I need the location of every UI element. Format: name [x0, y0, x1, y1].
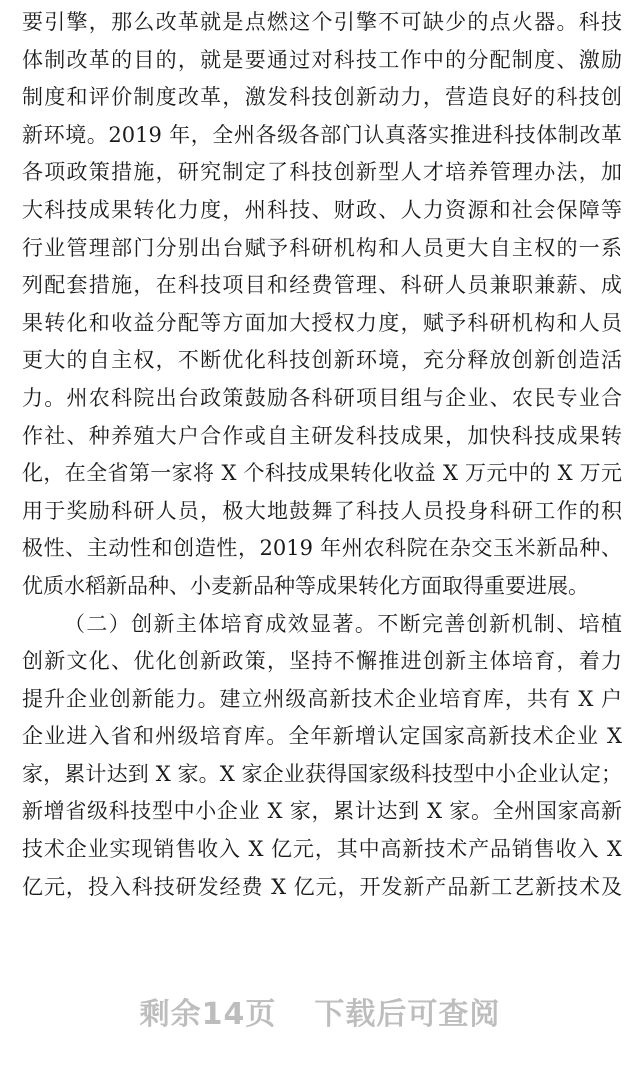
text-line: 作社、种养殖大户合作或自主研发科技成果，加快科技成果转 [22, 423, 622, 448]
text-line: 家，累计达到 X 家。X 家企业获得国家级科技型中小企业认定； [22, 761, 622, 786]
download-prompt-banner[interactable] [0, 990, 640, 1040]
text-line: 力。州农科院出台政策鼓励各科研项目组与企业、农民专业合 [22, 385, 622, 410]
download-to-view-label: 下载后可查阅 [314, 997, 501, 1032]
text-line: 行业管理部门分别出台赋予科研机构和人员更大自主权的一系 [22, 235, 622, 260]
text-line: 列配套措施，在科技项目和经费管理、科研人员兼职兼薪、成 [22, 273, 622, 298]
text-line: 要引擎，那么改革就是点燃这个引擎不可缺少的点火器。科技 [22, 10, 622, 34]
text-line: 新增省级科技型中小企业 X 家，累计达到 X 家。全州国家高新 [22, 799, 622, 824]
text-line: 大科技成果转化力度，州科技、财政、人力资源和社会保障等 [22, 197, 622, 222]
document-body [22, 4, 622, 906]
text-line: 极性、主动性和创造性，2019 年州农科院在杂交玉米新品种、 [22, 536, 622, 561]
text-line: 各项政策措施，研究制定了科技创新型人才培养管理办法，加 [22, 160, 622, 185]
text-line: 技术企业实现销售收入 X 亿元，其中高新技术产品销售收入 X [22, 837, 622, 862]
text-line: 优质水稻新品种、小麦新品种等成果转化方面取得重要进展。 [22, 573, 589, 598]
text-line: 化，在全省第一家将 X 个科技成果转化收益 X 万元中的 X 万元 [22, 461, 622, 486]
text-line: 用于奖励科研人员，极大地鼓舞了科技人员投身科研工作的积 [22, 498, 622, 523]
remaining-pages-label: 剩余14页 [139, 997, 277, 1032]
text-line: 果转化和收益分配等方面加大授权力度，赋予科研机构和人员 [22, 310, 622, 335]
section-heading-line: （二）创新主体培育成效显著。不断完善创新机制、培植 [64, 611, 622, 636]
text-line: 创新文化、优化创新政策，坚持不懈推进创新主体培育，着力 [22, 649, 622, 674]
text-line: 制度和评价制度改革，激发科技创新动力，营造良好的科技创 [22, 85, 622, 110]
text-line: 更大的自主权，不断优化科技创新环境，充分释放创新创造活 [22, 348, 622, 373]
text-line: 提升企业创新能力。建立州级高新技术企业培育库，共有 X 户 [22, 686, 622, 711]
text-line: 企业进入省和州级培育库。全年新增认定国家高新技术企业 X [22, 724, 622, 749]
text-line: 新环境。2019 年，全州各级各部门认真落实推进科技体制改革 [22, 122, 622, 147]
text-line: 体制改革的目的，就是要通过对科技工作中的分配制度、激励 [22, 47, 622, 72]
text-line: 亿元，投入科技研发经费 X 亿元，开发新产品新工艺新技术及 [22, 874, 622, 899]
